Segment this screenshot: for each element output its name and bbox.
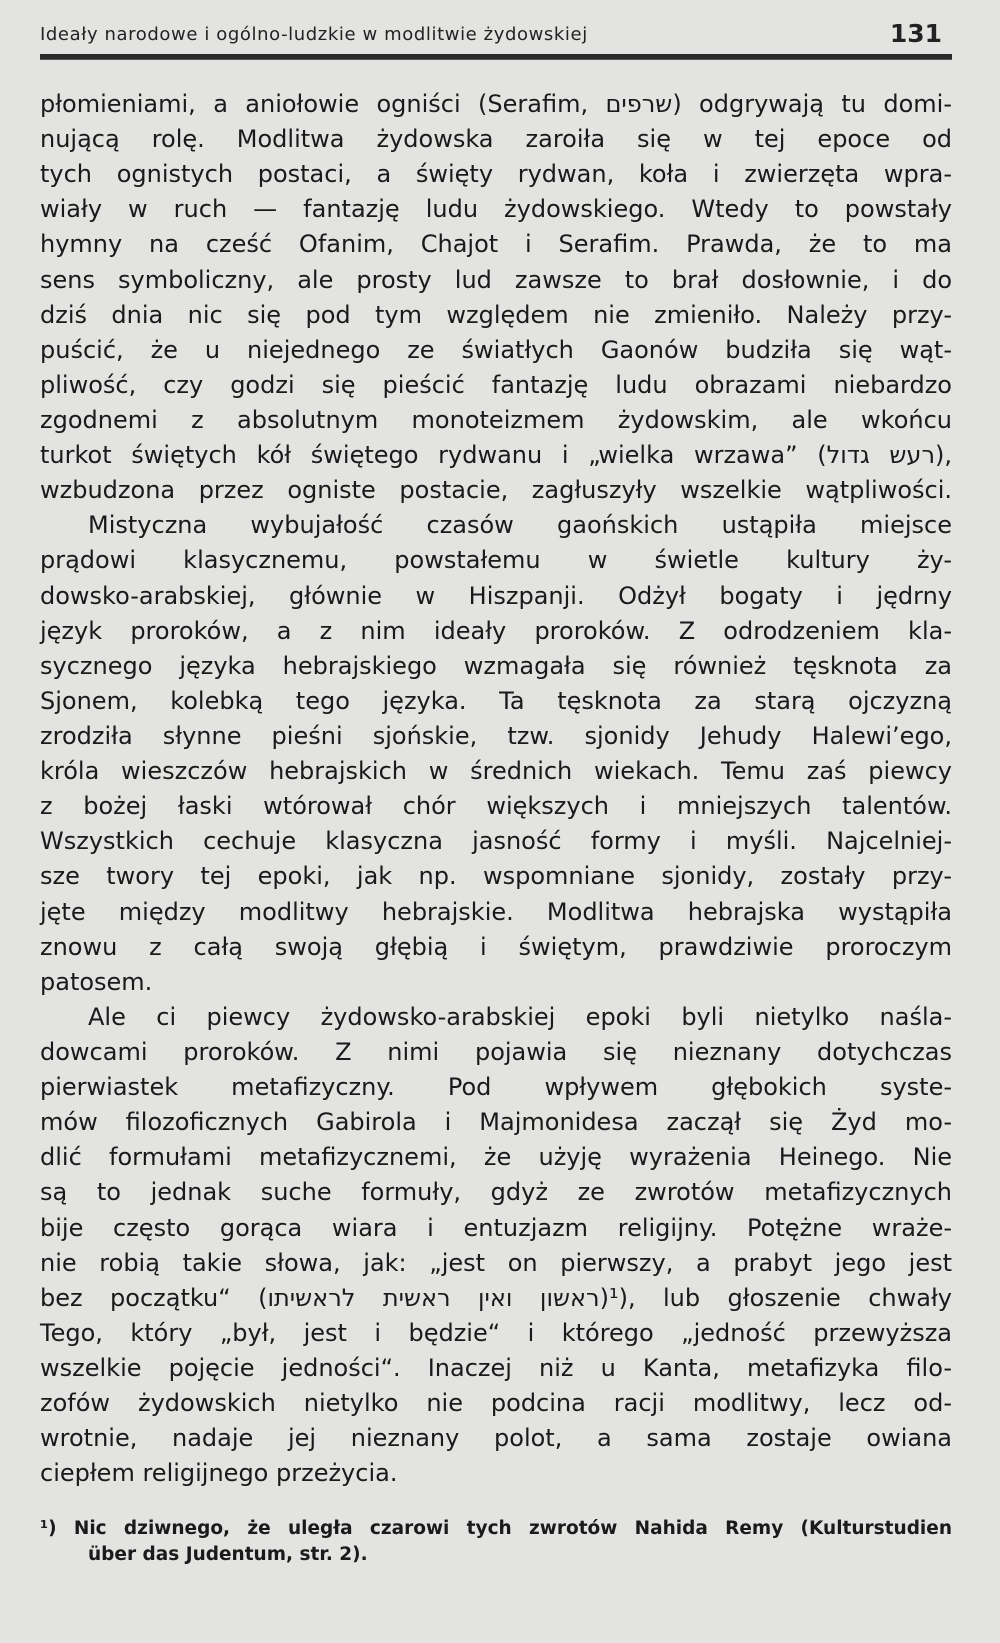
- text-line: zgodnemi z absolutnym monoteizmem żydowskim, ale wkońcu: [40, 405, 952, 434]
- text-line: zofów żydowskich nietylko nie podcina racji modlitwy, lecz od-: [40, 1389, 952, 1418]
- text-line: wzbudzona przez ogniste postacie, zagłuszyły wszelkie wątpliwości.: [40, 476, 952, 505]
- text-line: Sjonem, kolebką tego języka. Ta tęsknota za starą ojczyzną: [40, 686, 952, 715]
- book-page: [40, 16, 953, 1565]
- header-rule: [40, 54, 952, 60]
- text-line: nie robią takie słowa, jak: „jest on pierwszy, a prabyt jego jest: [40, 1248, 952, 1277]
- text-line: język proroków, a z nim ideały proroków. Z odrodzeniem kla-: [40, 616, 952, 645]
- text-line: hymny na cześć Ofanim, Chajot i Serafim. Prawda, że to ma: [40, 230, 952, 259]
- text-line: Mistyczna wybujałość czasów gaońskich ustąpiła miejsce: [88, 511, 952, 540]
- text-line: bije często gorąca wiara i entuzjazm religijny. Potężne wraże-: [40, 1213, 952, 1242]
- text-line: ciepłem religijnego przeżycia.: [40, 1459, 398, 1488]
- text-line: pierwiastek metafizyczny. Pod wpływem głębokich syste-: [40, 1073, 952, 1102]
- text-line: turkot świętych kół świętego rydwanu i „wielka wrzawa” (רעש גדול),: [40, 441, 953, 470]
- text-line: z bożej łaski wtórował chór większych i mniejszych talentów.: [40, 792, 952, 821]
- text-line: sycznego języka hebrajskiego wzmagała się również tęsknota za: [40, 651, 952, 680]
- footnote-line: ¹) Nic dziwnego, że uległa czarowi tych zwrotów Nahida Remy (Kulturstudien: [40, 1518, 952, 1539]
- page-number: 131: [889, 19, 942, 48]
- text-line: dowsko-arabskiej, głównie w Hiszpanji. Odżył bogaty i jędrny: [40, 581, 952, 610]
- text-line: tych ognistych postaci, a święty rydwan, koła i zwierzęta wpra-: [40, 160, 952, 189]
- text-line: patosem.: [40, 967, 153, 996]
- text-line: jęte między modlitwy hebrajskie. Modlitwa hebrajska wystąpiła: [40, 897, 952, 926]
- text-line: są to jednak suche formuły, gdyż ze zwrotów metafizycznych: [40, 1178, 952, 1207]
- text-line: nującą rolę. Modlitwa żydowska zaroiła się w tej epoce od: [40, 125, 952, 154]
- text-line: Tego, który „był, jest i będzie“ i którego „jedność przewyższa: [40, 1318, 952, 1347]
- text-line: wszelkie pojęcie jedności“. Inaczej niż u Kanta, metafizyka filo-: [40, 1353, 952, 1382]
- text-line: sens symboliczny, ale prosty lud zawsze to brał dosłownie, i do: [40, 265, 952, 294]
- text-line: króla wieszczów hebrajskich w średnich wiekach. Temu zaś piewcy: [40, 757, 952, 786]
- body-text: [40, 87, 952, 1491]
- text-line: dowcami proroków. Z nimi pojawia się nieznany dotychczas: [40, 1037, 952, 1066]
- text-line: płomieniami, a aniołowie ogniści (Serafim, שרפים) odgrywają tu domi-: [40, 90, 952, 118]
- text-line: znowu z całą swoją głębią i świętym, prawdziwie proroczym: [40, 932, 952, 961]
- text-line: prądowi klasycznemu, powstałemu w świetle kultury ży-: [40, 546, 952, 575]
- text-line: bez początku“ (ראשון ואין ראשית לראשיתו)¹), lub głoszenie chwały: [40, 1283, 952, 1312]
- text-line: sze twory tej epoki, jak np. wspomniane sjonidy, zostały przy-: [40, 862, 952, 891]
- text-line: Ale ci piewcy żydowsko-arabskiej epoki byli nietylko naśla-: [88, 1002, 952, 1031]
- text-line: zrodziła słynne pieśni sjońskie, tzw. sjonidy Jehudy Halewi’ego,: [40, 721, 952, 750]
- footnote: [40, 1516, 952, 1568]
- running-title: Ideały narodowe i ogólno-ludzkie w modlitwie żydowskiej: [40, 24, 588, 45]
- text-line: puścić, że u niejednego ze światłych Gaonów budziła się wąt-: [40, 335, 952, 364]
- text-line: pliwość, czy godzi się pieścić fantazję ludu obrazami niebardzo: [40, 370, 952, 399]
- text-line: wrotnie, nadaje jej nieznany polot, a sama zostaje owiana: [40, 1424, 952, 1453]
- text-line: mów filozoficznych Gabirola i Majmonidesa zaczął się Żyd mo-: [40, 1108, 952, 1137]
- footnote-line: über das Judentum, str. 2).: [88, 1544, 368, 1565]
- text-line: wiały w ruch — fantazję ludu żydowskiego. Wtedy to powstały: [40, 195, 952, 224]
- text-line: dlić formułami metafizycznemi, że użyję wyrażenia Heinego. Nie: [40, 1143, 952, 1172]
- text-line: Wszystkich cechuje klasyczna jasność formy i myśli. Najcelniej-: [40, 827, 952, 856]
- text-line: dziś dnia nic się pod tym względem nie zmieniło. Należy przy-: [40, 300, 952, 329]
- page-header: [40, 16, 952, 52]
